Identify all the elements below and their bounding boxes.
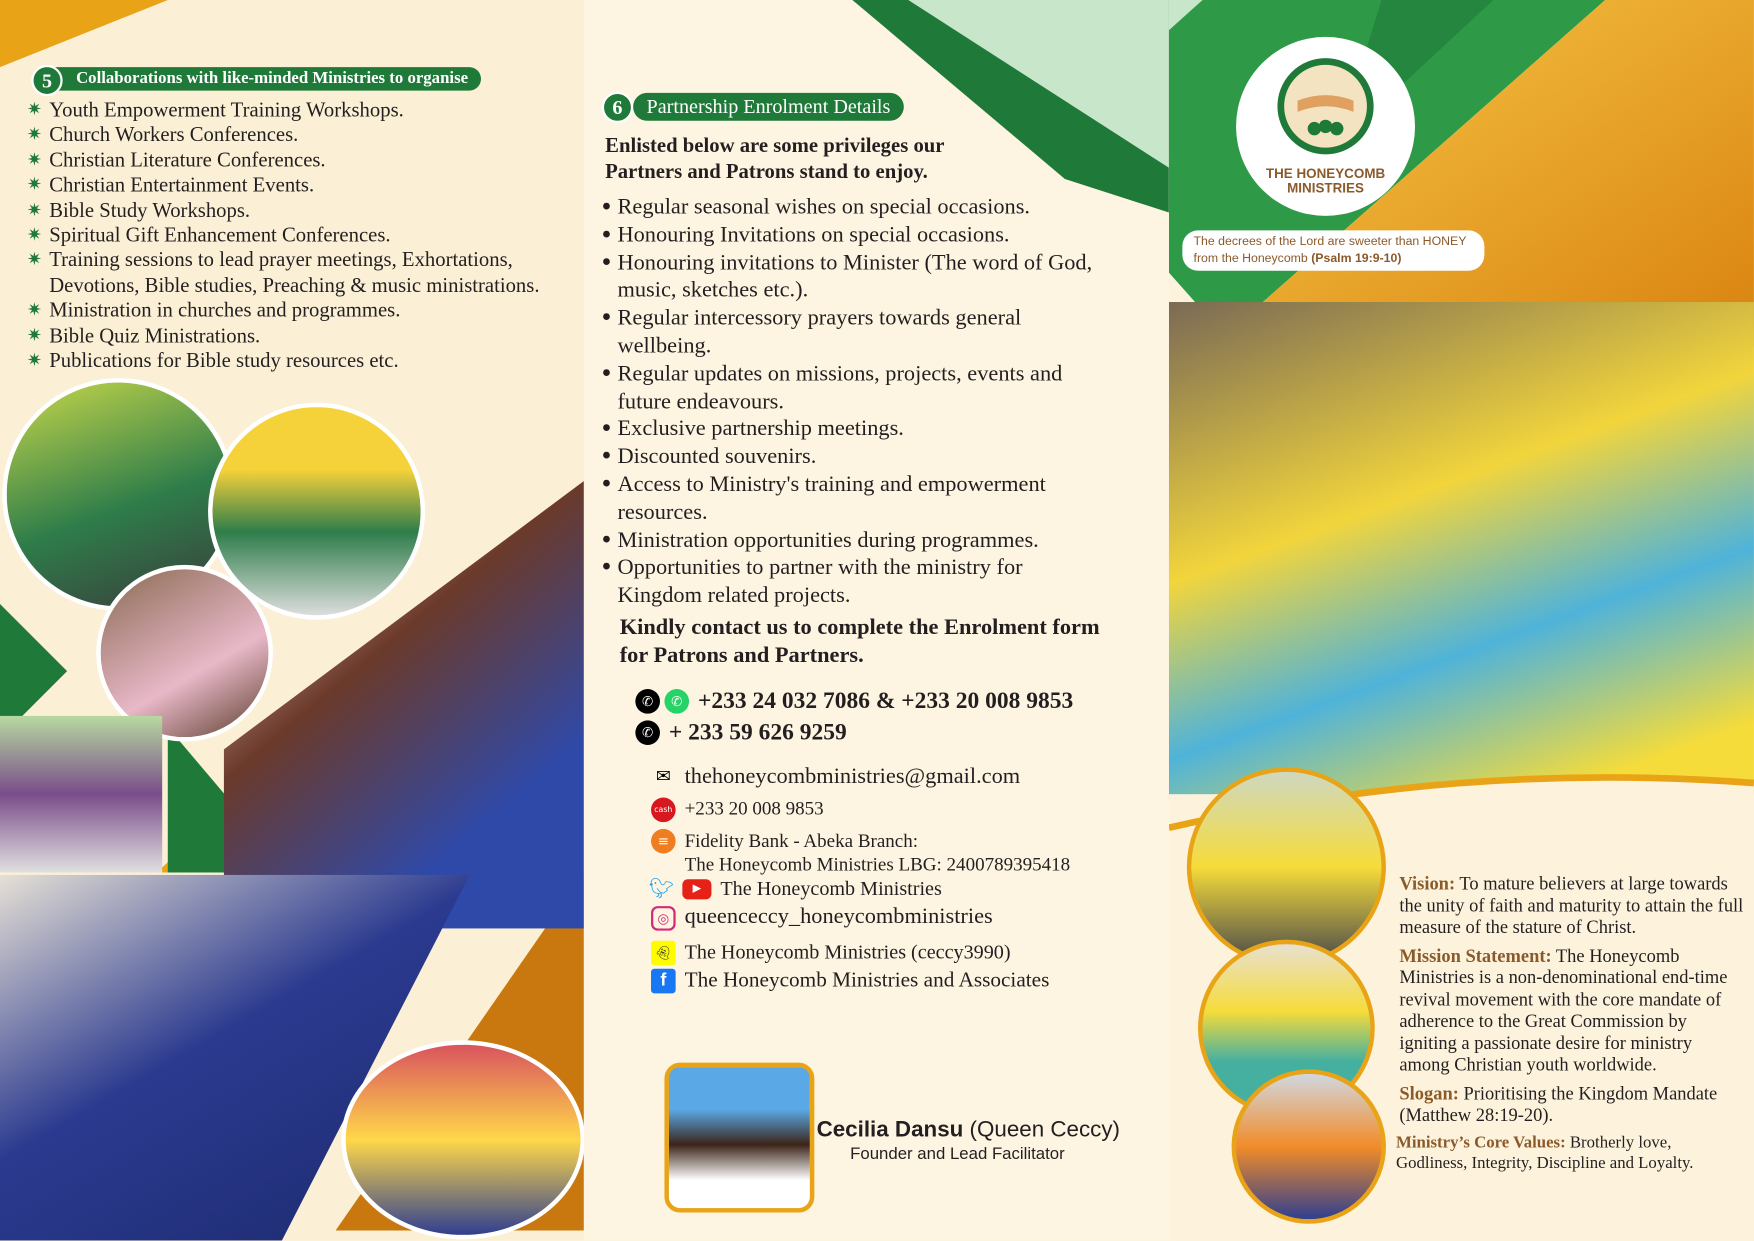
enrolment-cta: Kindly contact us to complete the Enrolment form for Patrons and Partners. [619, 615, 1100, 668]
list-item: ● Regular seasonal wishes on special occasions. [601, 194, 1031, 220]
mobile-money-icon: cash [651, 798, 676, 823]
photo-presentation [1187, 767, 1386, 966]
bank-account: The Honeycomb Ministries LBG: 2400789395418 [684, 853, 1071, 875]
founder-nickname: (Queen Ceccy) [969, 1117, 1120, 1143]
middle-panel [584, 0, 1169, 1241]
snapchat-row [651, 941, 1011, 966]
star-bullet-icon: ✷ [26, 175, 42, 195]
star-bullet-icon: ✷ [26, 301, 42, 321]
list-item: ● Honouring Invitations on special occasions. [601, 222, 1010, 247]
instagram-icon: ◎ [651, 906, 676, 931]
star-bullet-icon: ✷ [26, 326, 42, 346]
logo-text: THE HONEYCOMB MINISTRIES [1265, 165, 1386, 196]
list-item: ✷ Christian Literature Conferences. [26, 149, 326, 173]
email-row [651, 764, 1020, 790]
founder-name: Cecilia Dansu [816, 1117, 964, 1143]
logo [1236, 37, 1415, 216]
star-bullet-icon: ✷ [26, 200, 42, 220]
mission: Mission Statement: The Honeycomb Ministries is a non-denominational end-time revival movement with the core mandate of adherence to the Great Commission by igniting a passionate desire for ministry among Christian youth worldwide. [1399, 944, 1728, 1075]
list-item: ● Honouring invitations to Minister (The word of God, music, sketches etc.). [601, 250, 1093, 303]
phone2-row [635, 718, 846, 746]
bank-row [651, 829, 1070, 876]
photo-celebration [341, 1040, 585, 1239]
facebook-handle[interactable]: The Honeycomb Ministries and Associates [684, 968, 1050, 993]
snapchat-icon: 👻︎ [651, 941, 676, 966]
tagline: The decrees of the Lord are sweeter than HONEY from the Honeycomb (Psalm 19:9-10) [1182, 230, 1484, 270]
star-bullet-icon: ✷ [26, 150, 42, 170]
photo-group-women [0, 716, 162, 873]
right-panel [1169, 0, 1754, 1241]
list-item: ● Regular intercessory prayers towards general wellbeing. [601, 305, 1022, 358]
list-item: ✷ Church Workers Conferences. [26, 124, 299, 147]
snapchat-handle[interactable]: The Honeycomb Ministries (ceccy3990) [684, 940, 1011, 964]
privileges-list [602, 194, 1105, 610]
list-item: ● Ministration opportunities during programmes. [601, 527, 1039, 553]
section5-title: Collaborations with like-minded Ministries to organise [38, 67, 481, 90]
star-bullet-icon: ✷ [26, 100, 42, 120]
section6-title: Partnership Enrolment Details [633, 93, 904, 121]
list-item: ● Exclusive partnership meetings. [601, 416, 904, 442]
bank-icon: ≡ [651, 829, 676, 854]
founder-photo [664, 1063, 814, 1213]
photo-youth-group [1169, 302, 1754, 794]
founder-role: Founder and Lead Facilitator [850, 1144, 1065, 1164]
photo-children-books [1232, 1069, 1386, 1223]
list-item: ✷ Training sessions to lead prayer meetings, Exhortations, Devotions, Bible studies, Preaching & music ministrations. [26, 249, 540, 298]
list-item: ● Regular updates on missions, projects, events and future endeavours. [601, 361, 1063, 414]
momo-number: +233 20 008 9853 [684, 797, 824, 819]
section6-intro: Enlisted below are some privileges our Partners and Patrons stand to enjoy. [605, 135, 945, 184]
founder-name-line [817, 1117, 1120, 1143]
star-bullet-icon: ✷ [26, 251, 42, 271]
instagram-row [651, 904, 993, 931]
list-item: ✷ Spiritual Gift Enhancement Conferences. [26, 224, 391, 248]
section5-header [31, 65, 481, 91]
vision: Vision: To mature believers at large towards the unity of faith and maturity to attain the full measure of the stature of Christ. [1399, 872, 1744, 938]
facebook-icon: f [651, 969, 676, 994]
list-item: ✷ Bible Quiz Ministrations. [26, 325, 261, 348]
list-item: ● Discounted souvenirs. [601, 444, 817, 469]
whatsapp-icon: ✆ [664, 689, 689, 714]
star-bullet-icon: ✷ [26, 125, 42, 145]
section6-number: 6 [602, 92, 633, 123]
momo-row [651, 798, 824, 823]
envelope-icon: ✉ [655, 765, 671, 787]
logo-emblem-icon [1270, 50, 1382, 162]
phone-whatsapp-numbers[interactable]: +233 24 032 7086 & +233 20 008 9853 [698, 686, 1074, 714]
phone-whatsapp-row [635, 687, 1073, 715]
core-values: Ministry’s Core Values: Brotherly love, Godliness, Integrity, Discipline and Loyalty. [1396, 1133, 1694, 1172]
section6-header [602, 92, 904, 121]
phone-icon: ✆ [635, 720, 660, 745]
left-panel [0, 0, 584, 1241]
youtube-icon: ▶ [682, 879, 711, 899]
list-item: ✷ Christian Entertainment Events. [26, 174, 315, 198]
list-item: ● Opportunities to partner with the ministry for Kingdom related projects. [601, 555, 1023, 608]
section5-number: 5 [31, 65, 62, 96]
star-bullet-icon: ✷ [26, 351, 42, 371]
phone2-number[interactable]: + 233 59 626 9259 [668, 718, 847, 745]
twitter-youtube-handle[interactable]: The Honeycomb Ministries [720, 876, 942, 900]
list-item: ✷ Youth Empowerment Training Workshops. [26, 99, 404, 122]
facebook-row [651, 969, 1049, 994]
list-item: ● Access to Ministry's training and empowerment resources. [601, 472, 1046, 525]
list-item: ✷ Publications for Bible study resources etc. [26, 350, 399, 373]
about-section [1396, 872, 1746, 1180]
bank-name: Fidelity Bank - Abeka Branch: [684, 830, 919, 852]
twitter-icon: 🐦︎ [648, 876, 675, 901]
star-bullet-icon: ✷ [26, 225, 42, 246]
email-address[interactable]: thehoneycombministries@gmail.com [684, 764, 1021, 789]
phone-icon: ✆ [635, 689, 660, 714]
section5-list [27, 98, 586, 374]
twitter-youtube-row [649, 877, 942, 902]
list-item: ✷ Bible Study Workshops. [26, 199, 251, 223]
list-item: ✷ Ministration in churches and programmes. [26, 300, 401, 323]
slogan: Slogan: Prioritising the Kingdom Mandate (Matthew 28:19-20). [1399, 1082, 1718, 1126]
instagram-handle[interactable]: queenceccy_honeycombministries [684, 903, 993, 929]
